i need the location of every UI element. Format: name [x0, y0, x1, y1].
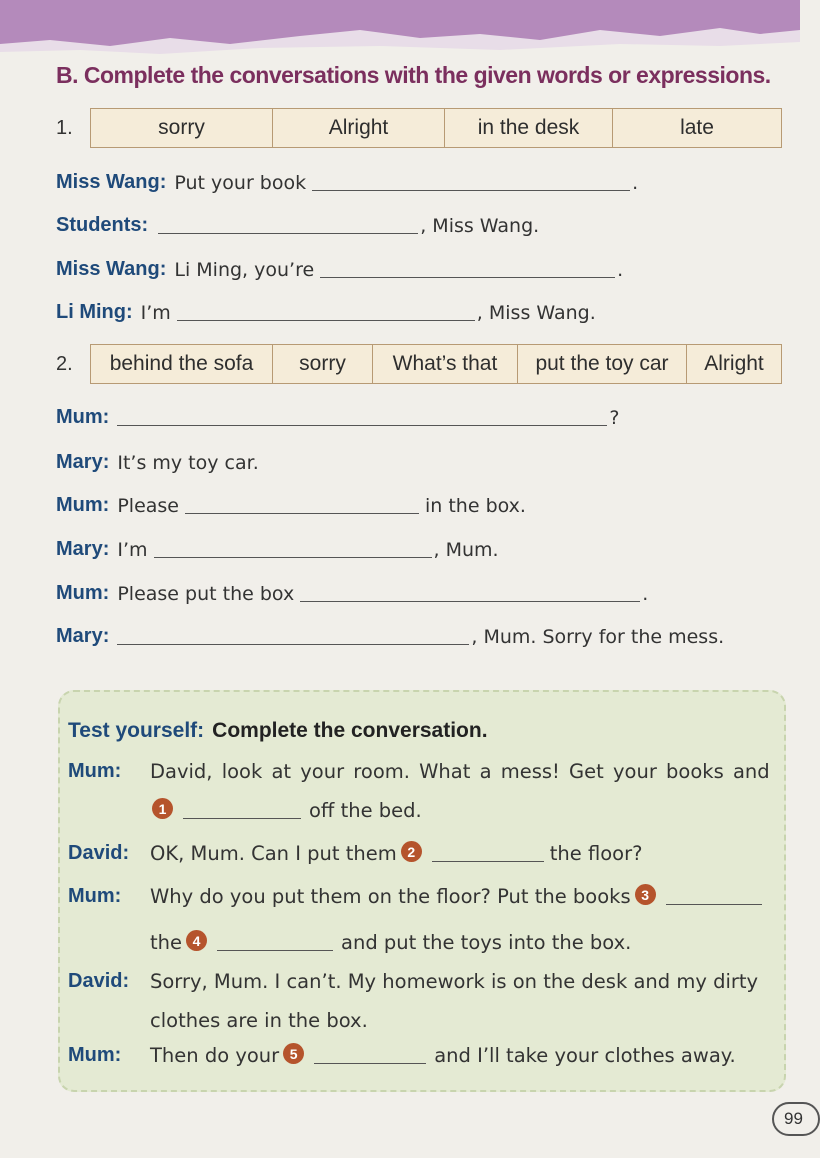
dialogue-line	[56, 258, 623, 281]
word-option: Alright	[273, 109, 445, 147]
blank-number-badge: 4	[186, 930, 207, 951]
word-option: late	[680, 116, 714, 139]
dialogue-line	[56, 625, 724, 648]
test-line	[68, 760, 770, 783]
word-bank-2	[56, 344, 782, 384]
word-box	[90, 344, 782, 384]
blank-number-badge: 1	[152, 798, 173, 819]
speaker-label: David:	[68, 842, 130, 864]
line-text: the	[150, 931, 183, 954]
dialogue-line	[56, 171, 638, 194]
word-option: What’s that	[373, 345, 518, 383]
blank-number-badge: 3	[635, 884, 656, 905]
line-text: Please	[117, 495, 179, 517]
section-heading: B. Complete the conversations with the given words or expressions.	[56, 62, 771, 88]
speaker-label: Mum:	[56, 406, 110, 428]
dialogue-line	[56, 494, 526, 517]
speaker-label: Mary:	[56, 625, 110, 647]
line-text: I’m	[140, 302, 171, 324]
answer-blank[interactable]	[117, 643, 469, 645]
speaker-label: Miss Wang:	[56, 258, 167, 280]
test-line	[150, 930, 631, 954]
line-text: ?	[609, 407, 620, 429]
exercise-number: 2.	[56, 352, 73, 375]
line-text: Li Ming, you’re	[174, 259, 315, 281]
line-text: the floor?	[549, 842, 643, 865]
answer-blank[interactable]	[183, 817, 301, 819]
line-text: , Mum.	[433, 539, 499, 561]
test-line	[148, 798, 422, 822]
word-box	[90, 108, 782, 148]
blank-number-badge: 5	[283, 1043, 304, 1064]
line-text: , Miss Wang.	[476, 302, 596, 324]
answer-blank[interactable]	[300, 600, 640, 602]
line-text: OK, Mum. Can I put them	[150, 842, 397, 865]
line-text: , Mum. Sorry for the mess.	[471, 626, 725, 648]
test-instruction: Complete the conversation.	[212, 719, 488, 742]
line-text: in the box.	[425, 495, 526, 517]
test-label: Test yourself:	[68, 719, 205, 742]
word-option: Alright	[704, 352, 764, 375]
speaker-label: Mary:	[56, 451, 110, 473]
line-text: and I’ll take your clothes away.	[434, 1044, 736, 1067]
blank-number-badge: 2	[401, 841, 422, 862]
answer-blank[interactable]	[158, 232, 418, 234]
answer-blank[interactable]	[666, 903, 762, 905]
speaker-label: Mum:	[56, 582, 110, 604]
line-text: Then do your	[150, 1044, 280, 1067]
word-option: behind the sofa	[91, 345, 273, 383]
word-option: sorry	[91, 109, 273, 147]
dialogue-line	[56, 582, 648, 605]
speaker-label: Li Ming:	[56, 301, 133, 323]
test-title	[68, 719, 488, 743]
line-text: Sorry, Mum. I can’t. My homework is on the desk and my dirty	[150, 970, 759, 993]
speaker-label: Miss Wang:	[56, 171, 167, 193]
test-line	[68, 970, 758, 993]
speaker-label: Mum:	[56, 494, 110, 516]
answer-blank[interactable]	[432, 860, 544, 862]
answer-blank[interactable]	[117, 424, 607, 426]
speaker-label: Students:	[56, 214, 149, 236]
dialogue-line	[56, 451, 259, 474]
word-bank-1	[56, 108, 782, 148]
speaker-label: Mum:	[68, 760, 122, 782]
answer-blank[interactable]	[312, 189, 630, 191]
test-line	[68, 884, 764, 908]
word-option: in the desk	[445, 109, 613, 147]
answer-blank[interactable]	[154, 556, 432, 558]
word-option: sorry	[273, 345, 373, 383]
answer-blank[interactable]	[177, 319, 475, 321]
dialogue-line	[56, 538, 499, 561]
test-line	[150, 1009, 368, 1032]
answer-blank[interactable]	[217, 949, 333, 951]
exercise-number: 1.	[56, 116, 73, 139]
line-text: .	[632, 172, 639, 194]
line-text: I’m	[117, 539, 148, 561]
speaker-label: David:	[68, 970, 130, 992]
dialogue-line	[56, 301, 596, 324]
answer-blank[interactable]	[185, 512, 419, 514]
line-text: and put the toys into the box.	[341, 931, 632, 954]
speaker-label: Mum:	[68, 1044, 122, 1066]
line-text: .	[617, 259, 624, 281]
test-line	[68, 1043, 736, 1067]
speaker-label: Mary:	[56, 538, 110, 560]
line-text: off the bed.	[309, 799, 422, 822]
line-text: .	[642, 583, 649, 605]
speaker-label: Mum:	[68, 885, 122, 907]
dialogue-line	[56, 406, 619, 429]
page-number: 99	[772, 1102, 820, 1136]
word-option: put the toy car	[518, 345, 687, 383]
line-text: clothes are in the box.	[150, 1009, 368, 1032]
line-text: Why do you put them on the floor? Put the books	[150, 885, 631, 908]
line-text: David, look at your room. What a mess! Get your books and	[150, 760, 770, 783]
dialogue-line	[56, 214, 539, 237]
answer-blank[interactable]	[320, 276, 615, 278]
answer-blank[interactable]	[314, 1062, 426, 1064]
top-decorative-band	[0, 0, 800, 62]
line-text: , Miss Wang.	[420, 215, 540, 237]
line-text: Put your book	[174, 172, 307, 194]
line-text: It’s my toy car.	[117, 452, 259, 474]
line-text: Please put the box	[117, 583, 295, 605]
test-line	[68, 841, 642, 865]
